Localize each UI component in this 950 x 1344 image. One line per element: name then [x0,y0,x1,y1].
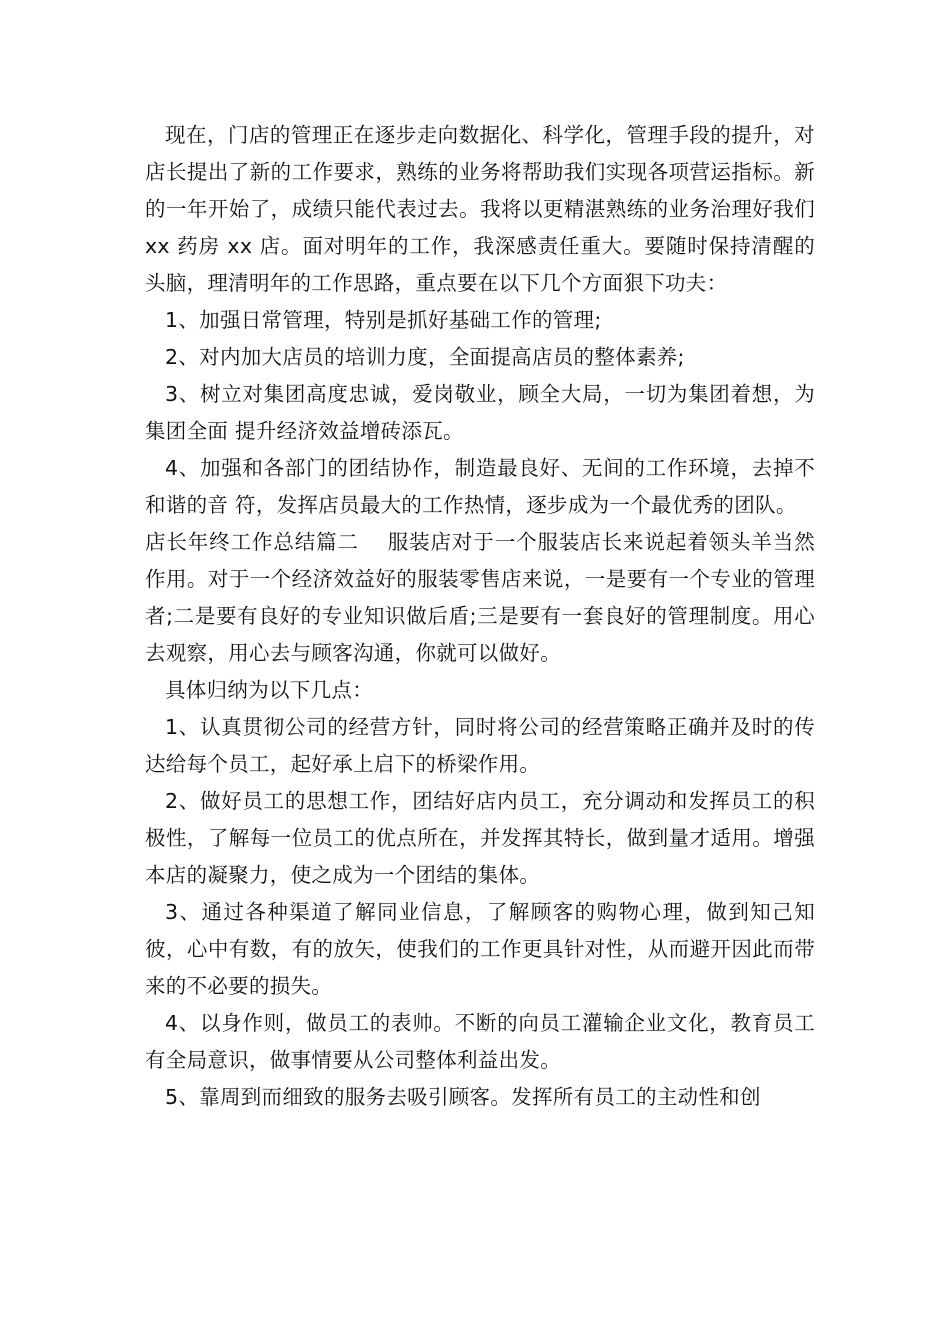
list-item: 1、认真贯彻公司的经营方针，同时将公司的经营策略正确并及时的传达给每个员工，起好承上启下的桥梁作用。 [145,715,815,776]
list-item: 1、加强日常管理，特别是抓好基础工作的管理; [165,308,602,332]
list-item: 3、通过各种渠道了解同业信息，了解顾客的购物心理，做到知己知彼，心中有数，有的放矢，使我们的工作更具针对性，从而避开因此而带来的不必要的损失。 [145,900,815,998]
intro-paragraph: 现在，门店的管理正在逐步走向数据化、科学化，管理手段的提升，对店长提出了新的工作要求，熟练的业务将帮助我们实现各项营运指标。新的一年开始了，成绩只能代表过去。我将以更精湛熟练的业务治理好我们 xx 药房 xx 店。面对明年的工作，我深感责任重大。要随时保持清醒的头脑，理清明年的工作思路，重点要在以下几个方面狠下功夫： [145,123,815,295]
section-heading-paragraph: 店长年终工作总结篇二 服装店对于一个服装店长来说起着领头羊当然作用。对于一个经济效益好的服装零售店来说，一是要有一个专业的管理者;二是要有良好的专业知识做后盾;三是要有一套良好的管理制度。用心去观察，用心去与顾客沟通，你就可以做好。 [145,530,815,665]
list-item: 4、加强和各部门的团结协作，制造最良好、无间的工作环境，去掉不和谐的音 符，发挥店员最大的工作热情，逐步成为一个最优秀的团队。 [145,456,815,517]
list-item: 2、对内加大店员的培训力度，全面提高店员的整体素养; [165,345,685,369]
list-item: 4、以身作则，做员工的表帅。不断的向员工灌输企业文化，教育员工有全局意识，做事情要从公司整体利益出发。 [145,1011,815,1072]
document-body [145,117,815,1116]
list-item: 2、做好员工的思想工作，团结好店内员工，充分调动和发挥员工的积极性，了解每一位员工的优点所在，并发挥其特长，做到量才适用。增强本店的凝聚力，使之成为一个团结的集体。 [145,789,815,887]
list-item: 5、靠周到而细致的服务去吸引顾客。发挥所有员工的主动性和创 [165,1085,761,1109]
list-item: 3、树立对集团高度忠诚，爱岗敬业，顾全大局，一切为集团着想，为集团全面 提升经济效益增砖添瓦。 [145,382,815,443]
summary-lead: 具体归纳为以下几点： [165,678,373,702]
